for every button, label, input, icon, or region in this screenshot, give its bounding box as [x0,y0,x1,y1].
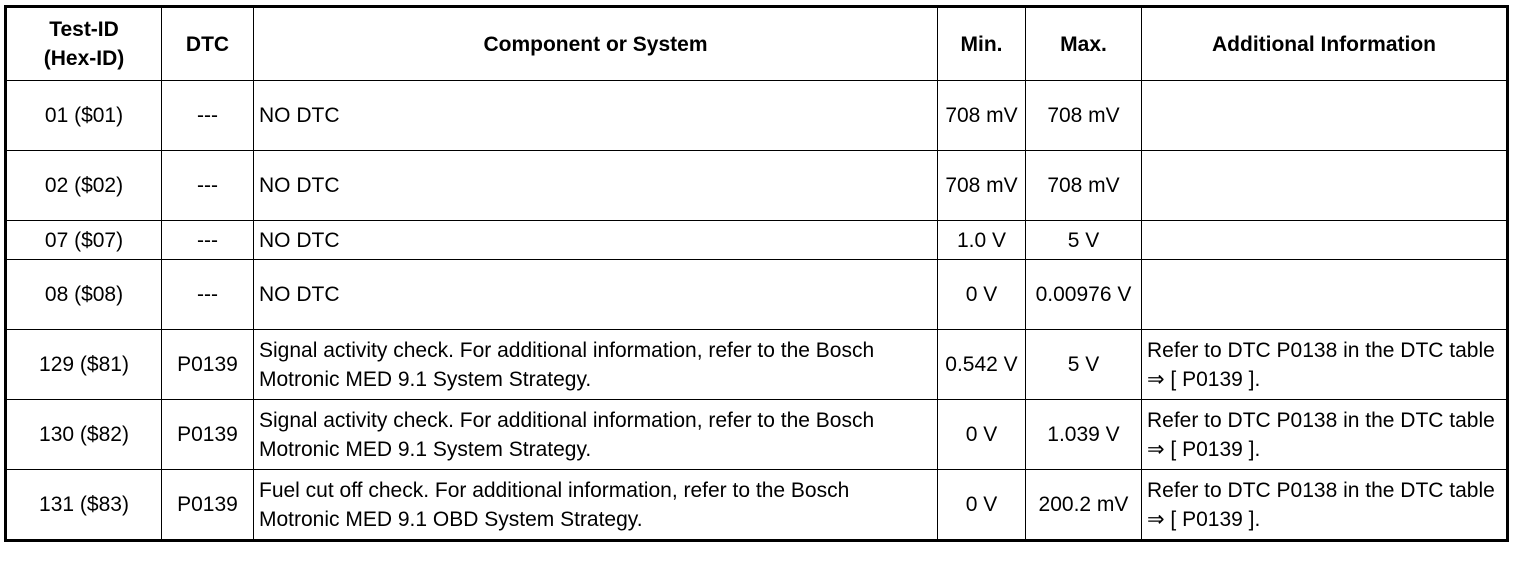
header-test-id: Test-ID (Hex-ID) [6,7,162,81]
cell-dtc: --- [162,81,254,151]
table-row [6,260,1508,330]
table-row [6,400,1508,470]
cell-component: NO DTC [254,81,938,151]
dtc-test-table-container [4,5,1506,542]
cell-test-id: 130 ($82) [6,400,162,470]
cell-component: NO DTC [254,151,938,221]
cell-max: 200.2 mV [1026,470,1142,541]
cell-component: NO DTC [254,221,938,260]
table-row [6,221,1508,260]
cell-info: Refer to DTC P0138 in the DTC table ⇒ [ P0139 ]. [1142,330,1508,400]
cell-test-id: 08 ($08) [6,260,162,330]
dtc-test-table [4,5,1509,542]
cell-min: 0 V [938,470,1026,541]
cell-min: 0.542 V [938,330,1026,400]
cell-info [1142,221,1508,260]
cell-max: 1.039 V [1026,400,1142,470]
cell-component: Signal activity check. For additional information, refer to the Bosch Motronic MED 9.1 System Strategy. [254,330,938,400]
header-additional-info: Additional Information [1142,7,1508,81]
cell-max: 5 V [1026,330,1142,400]
cell-test-id: 129 ($81) [6,330,162,400]
table-row [6,81,1508,151]
cell-max: 708 mV [1026,151,1142,221]
cell-test-id: 131 ($83) [6,470,162,541]
cell-max: 0.00976 V [1026,260,1142,330]
cell-dtc: --- [162,221,254,260]
cell-min: 0 V [938,260,1026,330]
table-header-row [6,7,1508,81]
cell-dtc: P0139 [162,470,254,541]
table-row [6,330,1508,400]
cell-dtc: --- [162,151,254,221]
header-max: Max. [1026,7,1142,81]
header-dtc: DTC [162,7,254,81]
cell-info: Refer to DTC P0138 in the DTC table ⇒ [ P0139 ]. [1142,400,1508,470]
cell-info: Refer to DTC P0138 in the DTC table ⇒ [ P0139 ]. [1142,470,1508,541]
cell-min: 0 V [938,400,1026,470]
table-row [6,151,1508,221]
cell-component: NO DTC [254,260,938,330]
cell-component: Signal activity check. For additional information, refer to the Bosch Motronic MED 9.1 System Strategy. [254,400,938,470]
cell-min: 708 mV [938,151,1026,221]
cell-max: 708 mV [1026,81,1142,151]
header-min: Min. [938,7,1026,81]
cell-component: Fuel cut off check. For additional information, refer to the Bosch Motronic MED 9.1 OBD System Strategy. [254,470,938,541]
cell-test-id: 02 ($02) [6,151,162,221]
cell-info [1142,260,1508,330]
header-component: Component or System [254,7,938,81]
cell-dtc: --- [162,260,254,330]
cell-dtc: P0139 [162,400,254,470]
cell-test-id: 01 ($01) [6,81,162,151]
cell-dtc: P0139 [162,330,254,400]
cell-min: 1.0 V [938,221,1026,260]
cell-test-id: 07 ($07) [6,221,162,260]
cell-min: 708 mV [938,81,1026,151]
cell-info [1142,151,1508,221]
cell-max: 5 V [1026,221,1142,260]
cell-info [1142,81,1508,151]
table-row [6,470,1508,541]
